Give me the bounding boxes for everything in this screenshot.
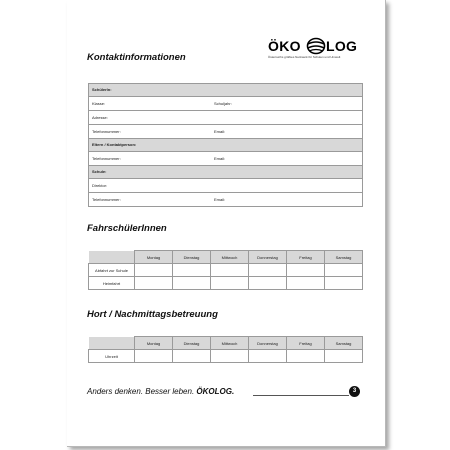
entry-cell[interactable] [287, 350, 325, 363]
day-header: Mittwoch [211, 337, 249, 350]
student-phone-label: Telefonnummer: [92, 129, 121, 134]
entry-cell[interactable] [325, 277, 363, 290]
corner-cell [89, 337, 135, 350]
entry-cell[interactable] [211, 277, 249, 290]
table-row [89, 350, 363, 363]
care-header-row [89, 337, 363, 350]
entry-cell[interactable] [211, 350, 249, 363]
director-row [89, 179, 362, 193]
student-header: SchülerIn: [92, 87, 112, 92]
footer-brand: ÖKOLOG. [196, 387, 235, 396]
row-label: Heimfahrt [89, 277, 135, 290]
school-year-label: Schuljahr: [214, 101, 232, 106]
contact-section-title: Kontaktinformationen [87, 52, 186, 63]
school-phone-row [89, 193, 362, 207]
day-header: Samstag [325, 337, 363, 350]
logo-tagline: Österreichs größtes Netzwerk für Schulen und Umwelt [268, 55, 341, 59]
entry-cell[interactable] [249, 264, 287, 277]
contact-info-table [88, 83, 363, 207]
transport-header-row [89, 251, 363, 264]
entry-cell[interactable] [325, 264, 363, 277]
entry-cell[interactable] [135, 350, 173, 363]
parents-email-label: Email: [214, 156, 226, 161]
table-row [89, 277, 363, 290]
care-table [88, 336, 363, 363]
day-header: Dienstag [173, 251, 211, 264]
entry-cell[interactable] [287, 277, 325, 290]
footer-rule [253, 395, 349, 396]
entry-cell[interactable] [287, 264, 325, 277]
oekolog-logo [268, 37, 358, 65]
address-row [89, 111, 362, 125]
student-phone-row [89, 125, 362, 139]
table-row [89, 264, 363, 277]
class-row [89, 97, 362, 111]
entry-cell[interactable] [211, 264, 249, 277]
student-email-label: Email: [214, 129, 226, 134]
day-header: Donnerstag [249, 251, 287, 264]
entry-cell[interactable] [325, 350, 363, 363]
parents-phone-label: Telefonnummer: [92, 156, 121, 161]
day-header: Freitag [287, 251, 325, 264]
day-header: Freitag [287, 337, 325, 350]
page-number-badge: 3 [349, 386, 360, 397]
transport-table [88, 250, 363, 290]
parents-header-row [89, 139, 362, 152]
row-label: Uhrzeit [89, 350, 135, 363]
logo-text-right: LOG [326, 38, 358, 54]
day-header: Dienstag [173, 337, 211, 350]
row-label: Abfahrt zur Schule [89, 264, 135, 277]
transport-section-title: FahrschülerInnen [87, 223, 167, 234]
entry-cell[interactable] [249, 350, 287, 363]
school-header-row [89, 166, 362, 179]
address-label: Adresse: [92, 115, 108, 120]
entry-cell[interactable] [173, 350, 211, 363]
parents-header: Eltern / Kontaktperson: [92, 142, 137, 147]
director-label: Direktor: [92, 183, 108, 188]
day-header: Donnerstag [249, 337, 287, 350]
day-header: Samstag [325, 251, 363, 264]
entry-cell[interactable] [135, 264, 173, 277]
day-header: Montag [135, 251, 173, 264]
entry-cell[interactable] [173, 264, 211, 277]
care-section-title: Hort / Nachmittagsbetreuung [87, 309, 218, 320]
entry-cell[interactable] [249, 277, 287, 290]
day-header: Montag [135, 337, 173, 350]
school-email-label: Email: [214, 197, 226, 202]
student-header-row [89, 84, 362, 97]
logo-text-left: ÖKO [268, 38, 301, 54]
globe-icon [306, 37, 326, 55]
slogan-text: Anders denken. Besser leben. [87, 387, 195, 396]
school-phone-label: Telefonnummer: [92, 197, 121, 202]
class-label: Klasse: [92, 101, 106, 106]
entry-cell[interactable] [173, 277, 211, 290]
entry-cell[interactable] [135, 277, 173, 290]
parents-phone-row [89, 152, 362, 166]
day-header: Mittwoch [211, 251, 249, 264]
corner-cell [89, 251, 135, 264]
school-header: Schule: [92, 169, 107, 174]
footer-slogan [87, 387, 234, 396]
